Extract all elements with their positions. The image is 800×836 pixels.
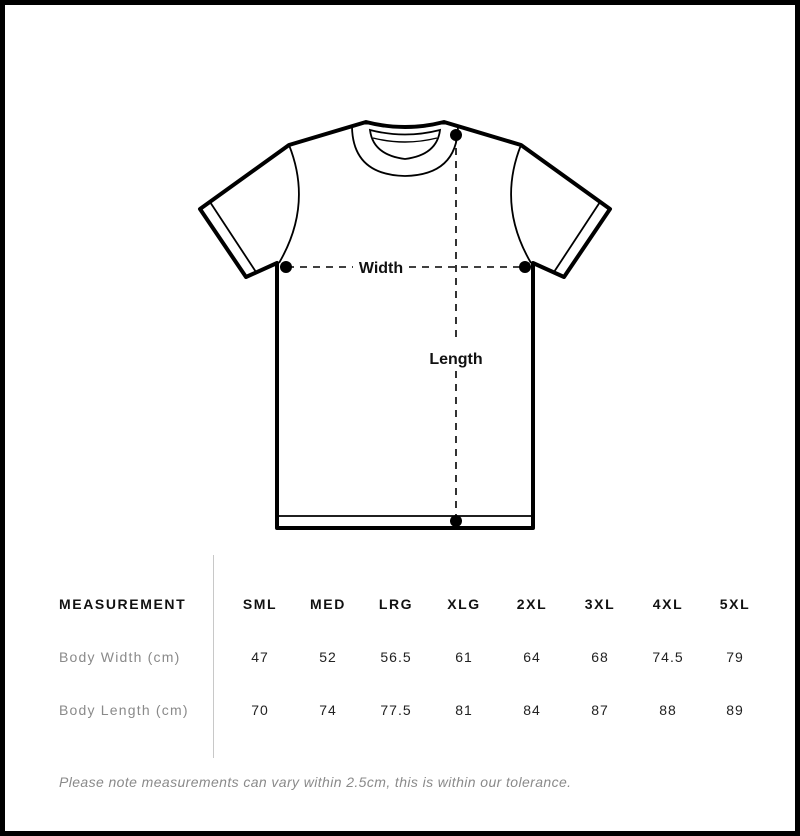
- table-cell: 88: [659, 702, 677, 718]
- body-length-label: Body Length (cm): [59, 702, 189, 718]
- measurement-header: MEASUREMENT: [59, 596, 187, 612]
- size-header-3xl: 3XL: [584, 596, 616, 612]
- table-divider: [213, 555, 214, 758]
- table-cell: 84: [523, 702, 541, 718]
- table-cell: 56.5: [380, 649, 412, 665]
- size-header-5xl: 5XL: [719, 596, 751, 612]
- size-header-med: MED: [310, 596, 346, 612]
- width-point-right: [519, 261, 531, 273]
- table-cell: 68: [591, 649, 609, 665]
- size-header-sml: SML: [242, 596, 278, 612]
- table-cell: 47: [251, 649, 269, 665]
- table-cell: 74: [319, 702, 337, 718]
- width-label: Width: [358, 260, 404, 277]
- tshirt-diagram: [5, 5, 800, 545]
- table-cell: 64: [523, 649, 541, 665]
- size-header-lrg: LRG: [378, 596, 414, 612]
- table-cell: 81: [455, 702, 473, 718]
- table-cell: 79: [726, 649, 744, 665]
- size-header-4xl: 4XL: [652, 596, 684, 612]
- table-cell: 89: [726, 702, 744, 718]
- tshirt-outline: [200, 122, 610, 528]
- table-cell: 52: [319, 649, 337, 665]
- table-cell: 74.5: [652, 649, 684, 665]
- length-point-bottom: [450, 515, 462, 527]
- length-label: Length: [429, 351, 483, 368]
- width-point-left: [280, 261, 292, 273]
- table-cell: 61: [455, 649, 473, 665]
- table-cell: 87: [591, 702, 609, 718]
- size-header-xlg: XLG: [447, 596, 481, 612]
- length-point-top: [450, 129, 462, 141]
- tolerance-note: Please note measurements can vary within 2.5cm, this is within our tolerance.: [59, 774, 572, 790]
- size-header-2xl: 2XL: [516, 596, 548, 612]
- table-cell: 77.5: [380, 702, 412, 718]
- table-cell: 70: [251, 702, 269, 718]
- body-width-label: Body Width (cm): [59, 649, 181, 665]
